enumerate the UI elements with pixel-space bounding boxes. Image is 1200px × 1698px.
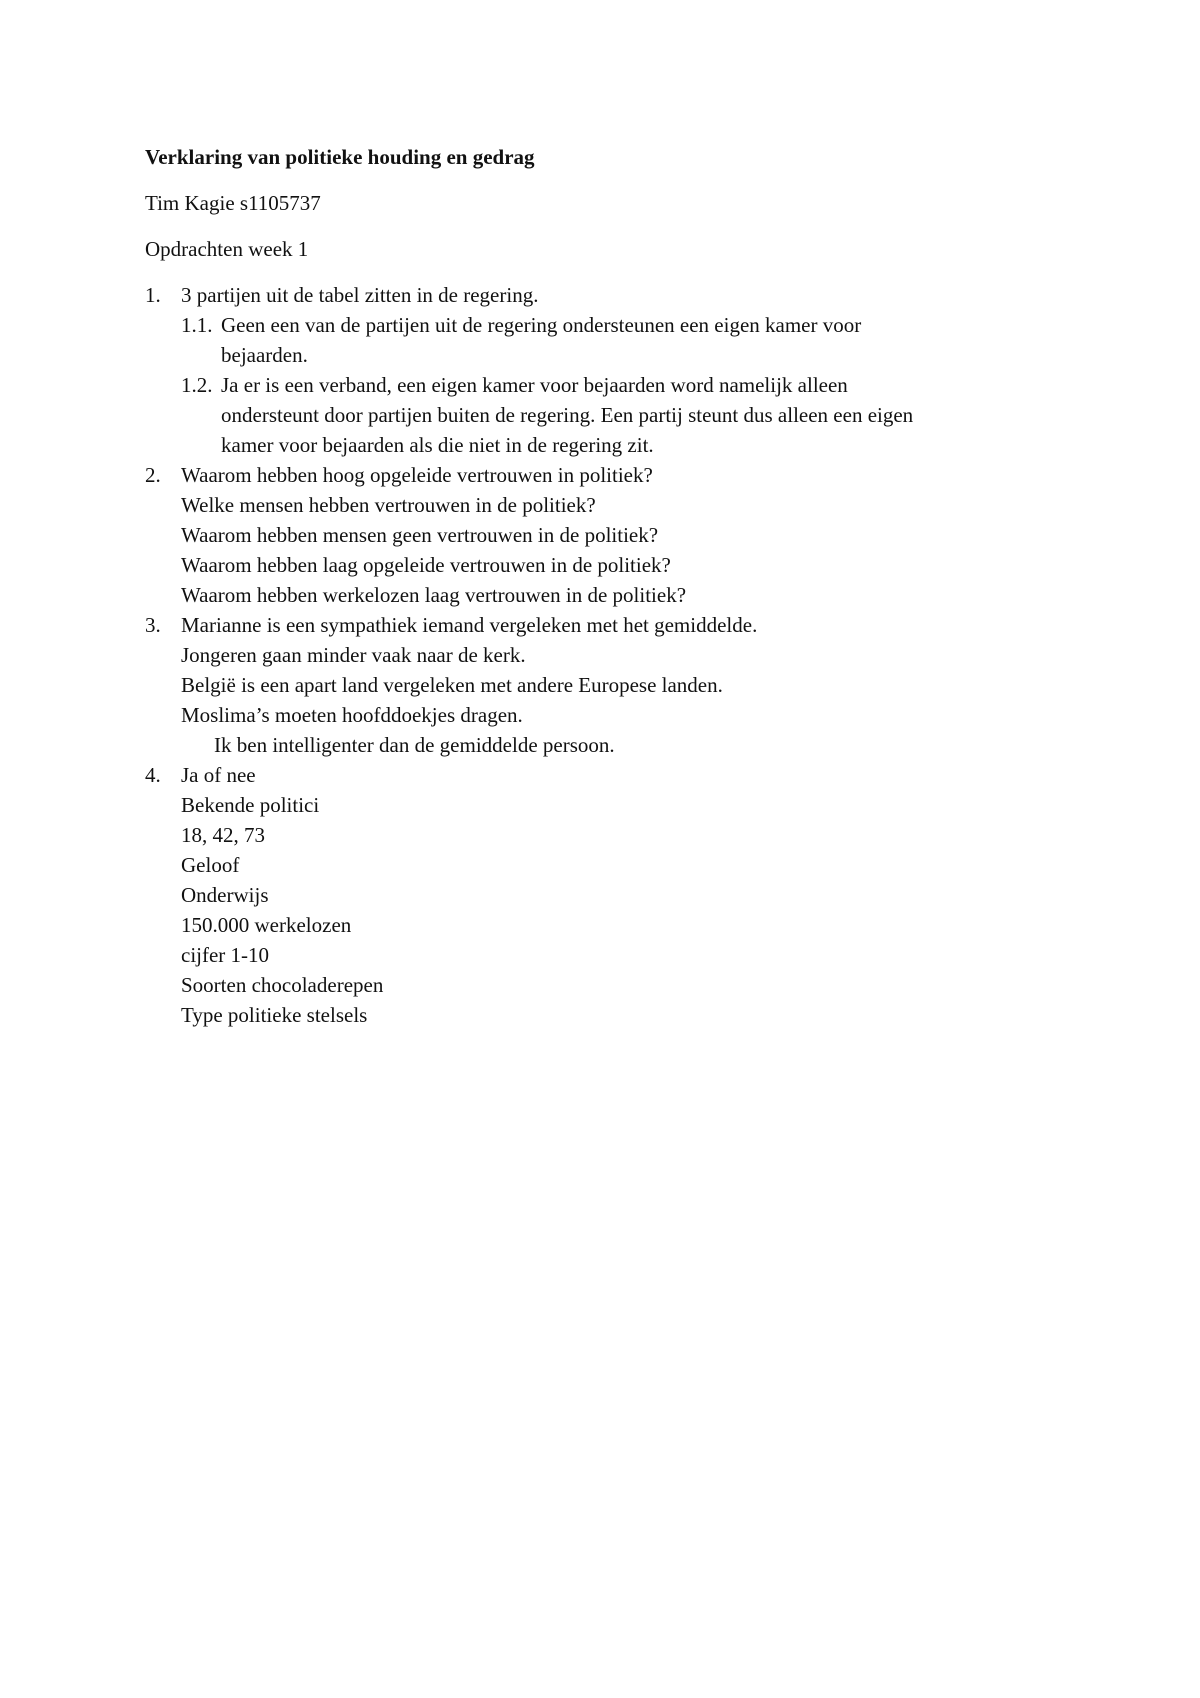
question-1-2-line: ondersteunt door partijen buiten de regering. Een partij steunt dus alleen een eigen bbox=[221, 403, 914, 427]
question-3-line: Marianne is een sympathiek iemand vergeleken met het gemiddelde. bbox=[181, 613, 758, 637]
question-1-1-number: 1.1. bbox=[181, 313, 213, 337]
document-content bbox=[145, 142, 1065, 1030]
question-4-line: 150.000 werkelozen bbox=[181, 913, 352, 937]
question-4-line: Onderwijs bbox=[181, 883, 269, 907]
question-1-2-number: 1.2. bbox=[181, 373, 213, 397]
question-2 bbox=[145, 460, 1065, 610]
question-4-line: Type politieke stelsels bbox=[181, 1003, 368, 1027]
question-1-1-line: bejaarden. bbox=[221, 343, 308, 367]
question-1-2 bbox=[145, 370, 1065, 460]
question-3-line-indented: Ik ben intelligenter dan de gemiddelde persoon. bbox=[214, 733, 615, 757]
question-2-line: Welke mensen hebben vertrouwen in de politiek? bbox=[181, 493, 596, 517]
author-line: Tim Kagie s1105737 bbox=[145, 191, 321, 215]
question-2-line: Waarom hebben laag opgeleide vertrouwen in de politiek? bbox=[181, 553, 671, 577]
question-1-text: 3 partijen uit de tabel zitten in de regering. bbox=[181, 283, 539, 307]
question-1-2-line: kamer voor bejaarden als die niet in de regering zit. bbox=[221, 433, 654, 457]
question-4-line: Bekende politici bbox=[181, 793, 320, 817]
question-2-line: Waarom hebben hoog opgeleide vertrouwen in politiek? bbox=[181, 463, 653, 487]
question-4-line: 18, 42, 73 bbox=[181, 823, 265, 847]
question-3 bbox=[145, 610, 1065, 760]
question-4-line: Ja of nee bbox=[181, 763, 256, 787]
question-4 bbox=[145, 760, 1065, 1030]
question-4-line: cijfer 1-10 bbox=[181, 943, 270, 967]
question-1-2-line: Ja er is een verband, een eigen kamer voor bejaarden word namelijk alleen bbox=[221, 373, 848, 397]
question-1-1-line: Geen een van de partijen uit de regering ondersteunen een eigen kamer voor bbox=[221, 313, 862, 337]
question-1-1 bbox=[145, 310, 1065, 370]
question-3-number: 3. bbox=[145, 613, 161, 637]
question-2-line: Waarom hebben mensen geen vertrouwen in de politiek? bbox=[181, 523, 659, 547]
question-4-line: Soorten chocoladerepen bbox=[181, 973, 384, 997]
assignment-subtitle: Opdrachten week 1 bbox=[145, 237, 309, 261]
document-title: Verklaring van politieke houding en gedrag bbox=[145, 145, 535, 169]
question-1-number: 1. bbox=[145, 283, 161, 307]
question-2-number: 2. bbox=[145, 463, 161, 487]
question-1 bbox=[145, 280, 1065, 310]
question-4-line: Geloof bbox=[181, 853, 240, 877]
question-4-number: 4. bbox=[145, 763, 161, 787]
question-2-line: Waarom hebben werkelozen laag vertrouwen in de politiek? bbox=[181, 583, 687, 607]
question-3-line: Jongeren gaan minder vaak naar de kerk. bbox=[181, 643, 526, 667]
question-3-line: Moslima’s moeten hoofddoekjes dragen. bbox=[181, 703, 523, 727]
question-3-line: België is een apart land vergeleken met andere Europese landen. bbox=[181, 673, 723, 697]
